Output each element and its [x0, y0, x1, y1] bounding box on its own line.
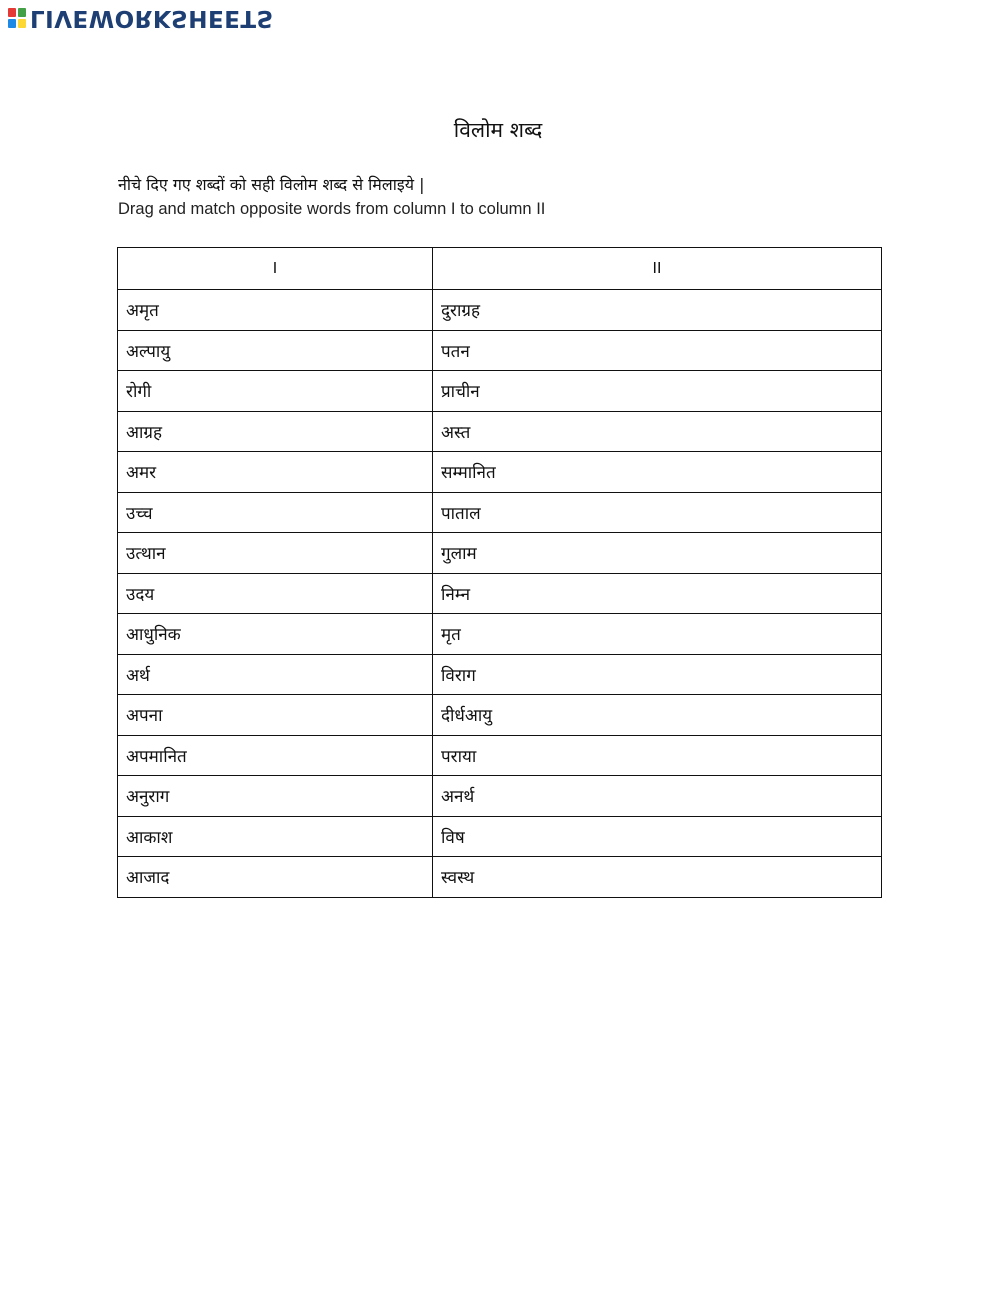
- word-column-i[interactable]: अनुराग: [118, 776, 433, 817]
- word-column-i[interactable]: अर्थ: [118, 654, 433, 695]
- table-row: [118, 533, 882, 574]
- table-body: [118, 290, 882, 898]
- word-column-ii[interactable]: सम्मानित: [433, 452, 882, 493]
- instruction-hindi: नीचे दिए गए शब्दों को सही विलोम शब्द से मिलाइये |: [118, 175, 425, 194]
- word-column-ii[interactable]: स्वस्थ: [433, 857, 882, 898]
- word-column-i[interactable]: आधुनिक: [118, 614, 433, 655]
- table-row: [118, 492, 882, 533]
- word-column-i[interactable]: आजाद: [118, 857, 433, 898]
- table-row: [118, 614, 882, 655]
- table-row: [118, 330, 882, 371]
- word-column-ii[interactable]: अस्त: [433, 411, 882, 452]
- word-column-i[interactable]: अमृत: [118, 290, 433, 331]
- table-row: [118, 776, 882, 817]
- column-header-ii: II: [433, 248, 882, 290]
- logo-block-green: [18, 8, 26, 17]
- word-column-ii[interactable]: पराया: [433, 735, 882, 776]
- word-column-ii[interactable]: मृत: [433, 614, 882, 655]
- word-column-ii[interactable]: प्राचीन: [433, 371, 882, 412]
- table-row: [118, 371, 882, 412]
- table-row: [118, 735, 882, 776]
- word-column-i[interactable]: रोगी: [118, 371, 433, 412]
- table-row: [118, 290, 882, 331]
- logo-blocks-icon: [8, 8, 26, 28]
- word-column-ii[interactable]: दुराग्रह: [433, 290, 882, 331]
- logo-block-blue: [8, 19, 16, 28]
- liveworksheets-logo: [8, 5, 274, 31]
- logo-block-red: [8, 8, 16, 17]
- word-column-ii[interactable]: अनर्थ: [433, 776, 882, 817]
- word-column-i[interactable]: उच्च: [118, 492, 433, 533]
- column-header-i: I: [118, 248, 433, 290]
- table-row: [118, 857, 882, 898]
- word-column-ii[interactable]: निम्न: [433, 573, 882, 614]
- word-column-i[interactable]: उदय: [118, 573, 433, 614]
- word-column-i[interactable]: आकाश: [118, 816, 433, 857]
- table-row: [118, 573, 882, 614]
- logo-block-yellow: [18, 19, 26, 28]
- word-column-i[interactable]: अपना: [118, 695, 433, 736]
- word-column-i[interactable]: अमर: [118, 452, 433, 493]
- table-header-row: [118, 248, 882, 290]
- table-row: [118, 654, 882, 695]
- worksheet-title: विलोम शब्द: [453, 118, 543, 142]
- word-column-ii[interactable]: पतन: [433, 330, 882, 371]
- word-column-ii[interactable]: पाताल: [433, 492, 882, 533]
- word-column-i[interactable]: उत्थान: [118, 533, 433, 574]
- word-column-i[interactable]: अल्पायु: [118, 330, 433, 371]
- word-column-i[interactable]: अपमानित: [118, 735, 433, 776]
- table-row: [118, 695, 882, 736]
- word-column-ii[interactable]: दीर्धआयु: [433, 695, 882, 736]
- table-row: [118, 411, 882, 452]
- word-column-ii[interactable]: विष: [433, 816, 882, 857]
- word-column-ii[interactable]: विराग: [433, 654, 882, 695]
- instruction-english: Drag and match opposite words from column I to column II: [118, 200, 546, 218]
- logo-text: LIVEWORKSHEETS: [30, 5, 274, 31]
- matching-table: [117, 247, 882, 898]
- word-column-ii[interactable]: गुलाम: [433, 533, 882, 574]
- table-row: [118, 452, 882, 493]
- table-row: [118, 816, 882, 857]
- word-column-i[interactable]: आग्रह: [118, 411, 433, 452]
